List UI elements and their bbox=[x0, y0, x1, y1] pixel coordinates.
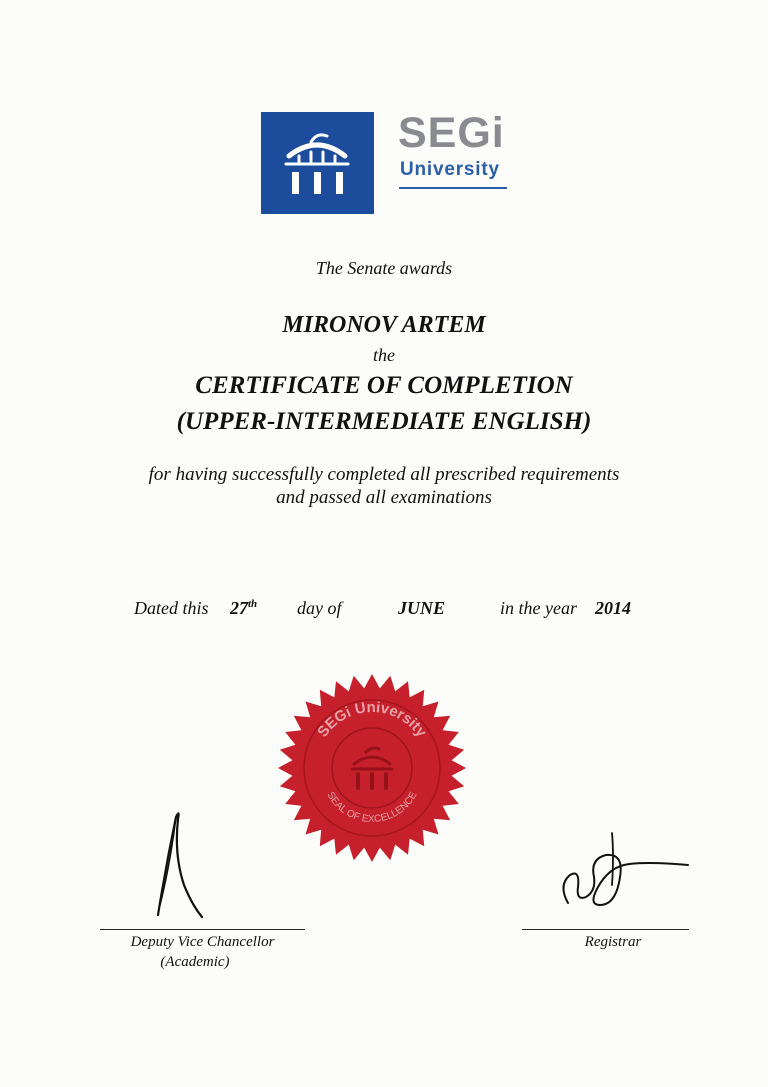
day-number: 27 bbox=[230, 598, 248, 618]
day-value bbox=[230, 598, 257, 619]
left-signatory-subtitle: (Academic) bbox=[160, 954, 230, 970]
signature-line-right bbox=[522, 929, 689, 930]
logo-wordmark: SEGi bbox=[398, 109, 505, 157]
day-suffix: th bbox=[248, 598, 258, 610]
recipient-name: MIRONOV ARTEM bbox=[282, 312, 486, 338]
signature-line-left bbox=[100, 929, 305, 930]
year-value: 2014 bbox=[595, 598, 631, 618]
logo-subtitle: University bbox=[400, 159, 500, 180]
dated-label: Dated this bbox=[134, 598, 209, 618]
deputy-vice-chancellor-signature bbox=[140, 805, 220, 925]
seal-text-bottom: SEAL OF EXCELLENCE bbox=[324, 790, 420, 826]
certificate-subtitle: (UPPER-INTERMEDIATE ENGLISH) bbox=[176, 408, 592, 435]
left-signatory-title: Deputy Vice Chancellor bbox=[130, 934, 275, 950]
dome-building-icon bbox=[261, 112, 374, 214]
university-logo-emblem bbox=[261, 112, 374, 214]
logo-underline bbox=[399, 187, 507, 189]
registrar-signature bbox=[550, 825, 695, 915]
right-signatory-title: Registrar bbox=[584, 934, 642, 950]
university-seal bbox=[276, 672, 468, 864]
reason-line-2: and passed all examinations bbox=[276, 487, 492, 508]
certificate-title: CERTIFICATE OF COMPLETION bbox=[195, 372, 573, 399]
year-label: in the year bbox=[500, 598, 577, 618]
reason-line-1: for having successfully completed all prescribed requirements bbox=[148, 464, 620, 485]
seal-graphic bbox=[276, 672, 468, 864]
day-of-label: day of bbox=[297, 598, 342, 618]
connector-text: the bbox=[373, 345, 395, 365]
intro-text: The Senate awards bbox=[315, 258, 453, 278]
seal-text-top: SEGi University bbox=[314, 698, 430, 741]
month-value: JUNE bbox=[398, 598, 446, 618]
